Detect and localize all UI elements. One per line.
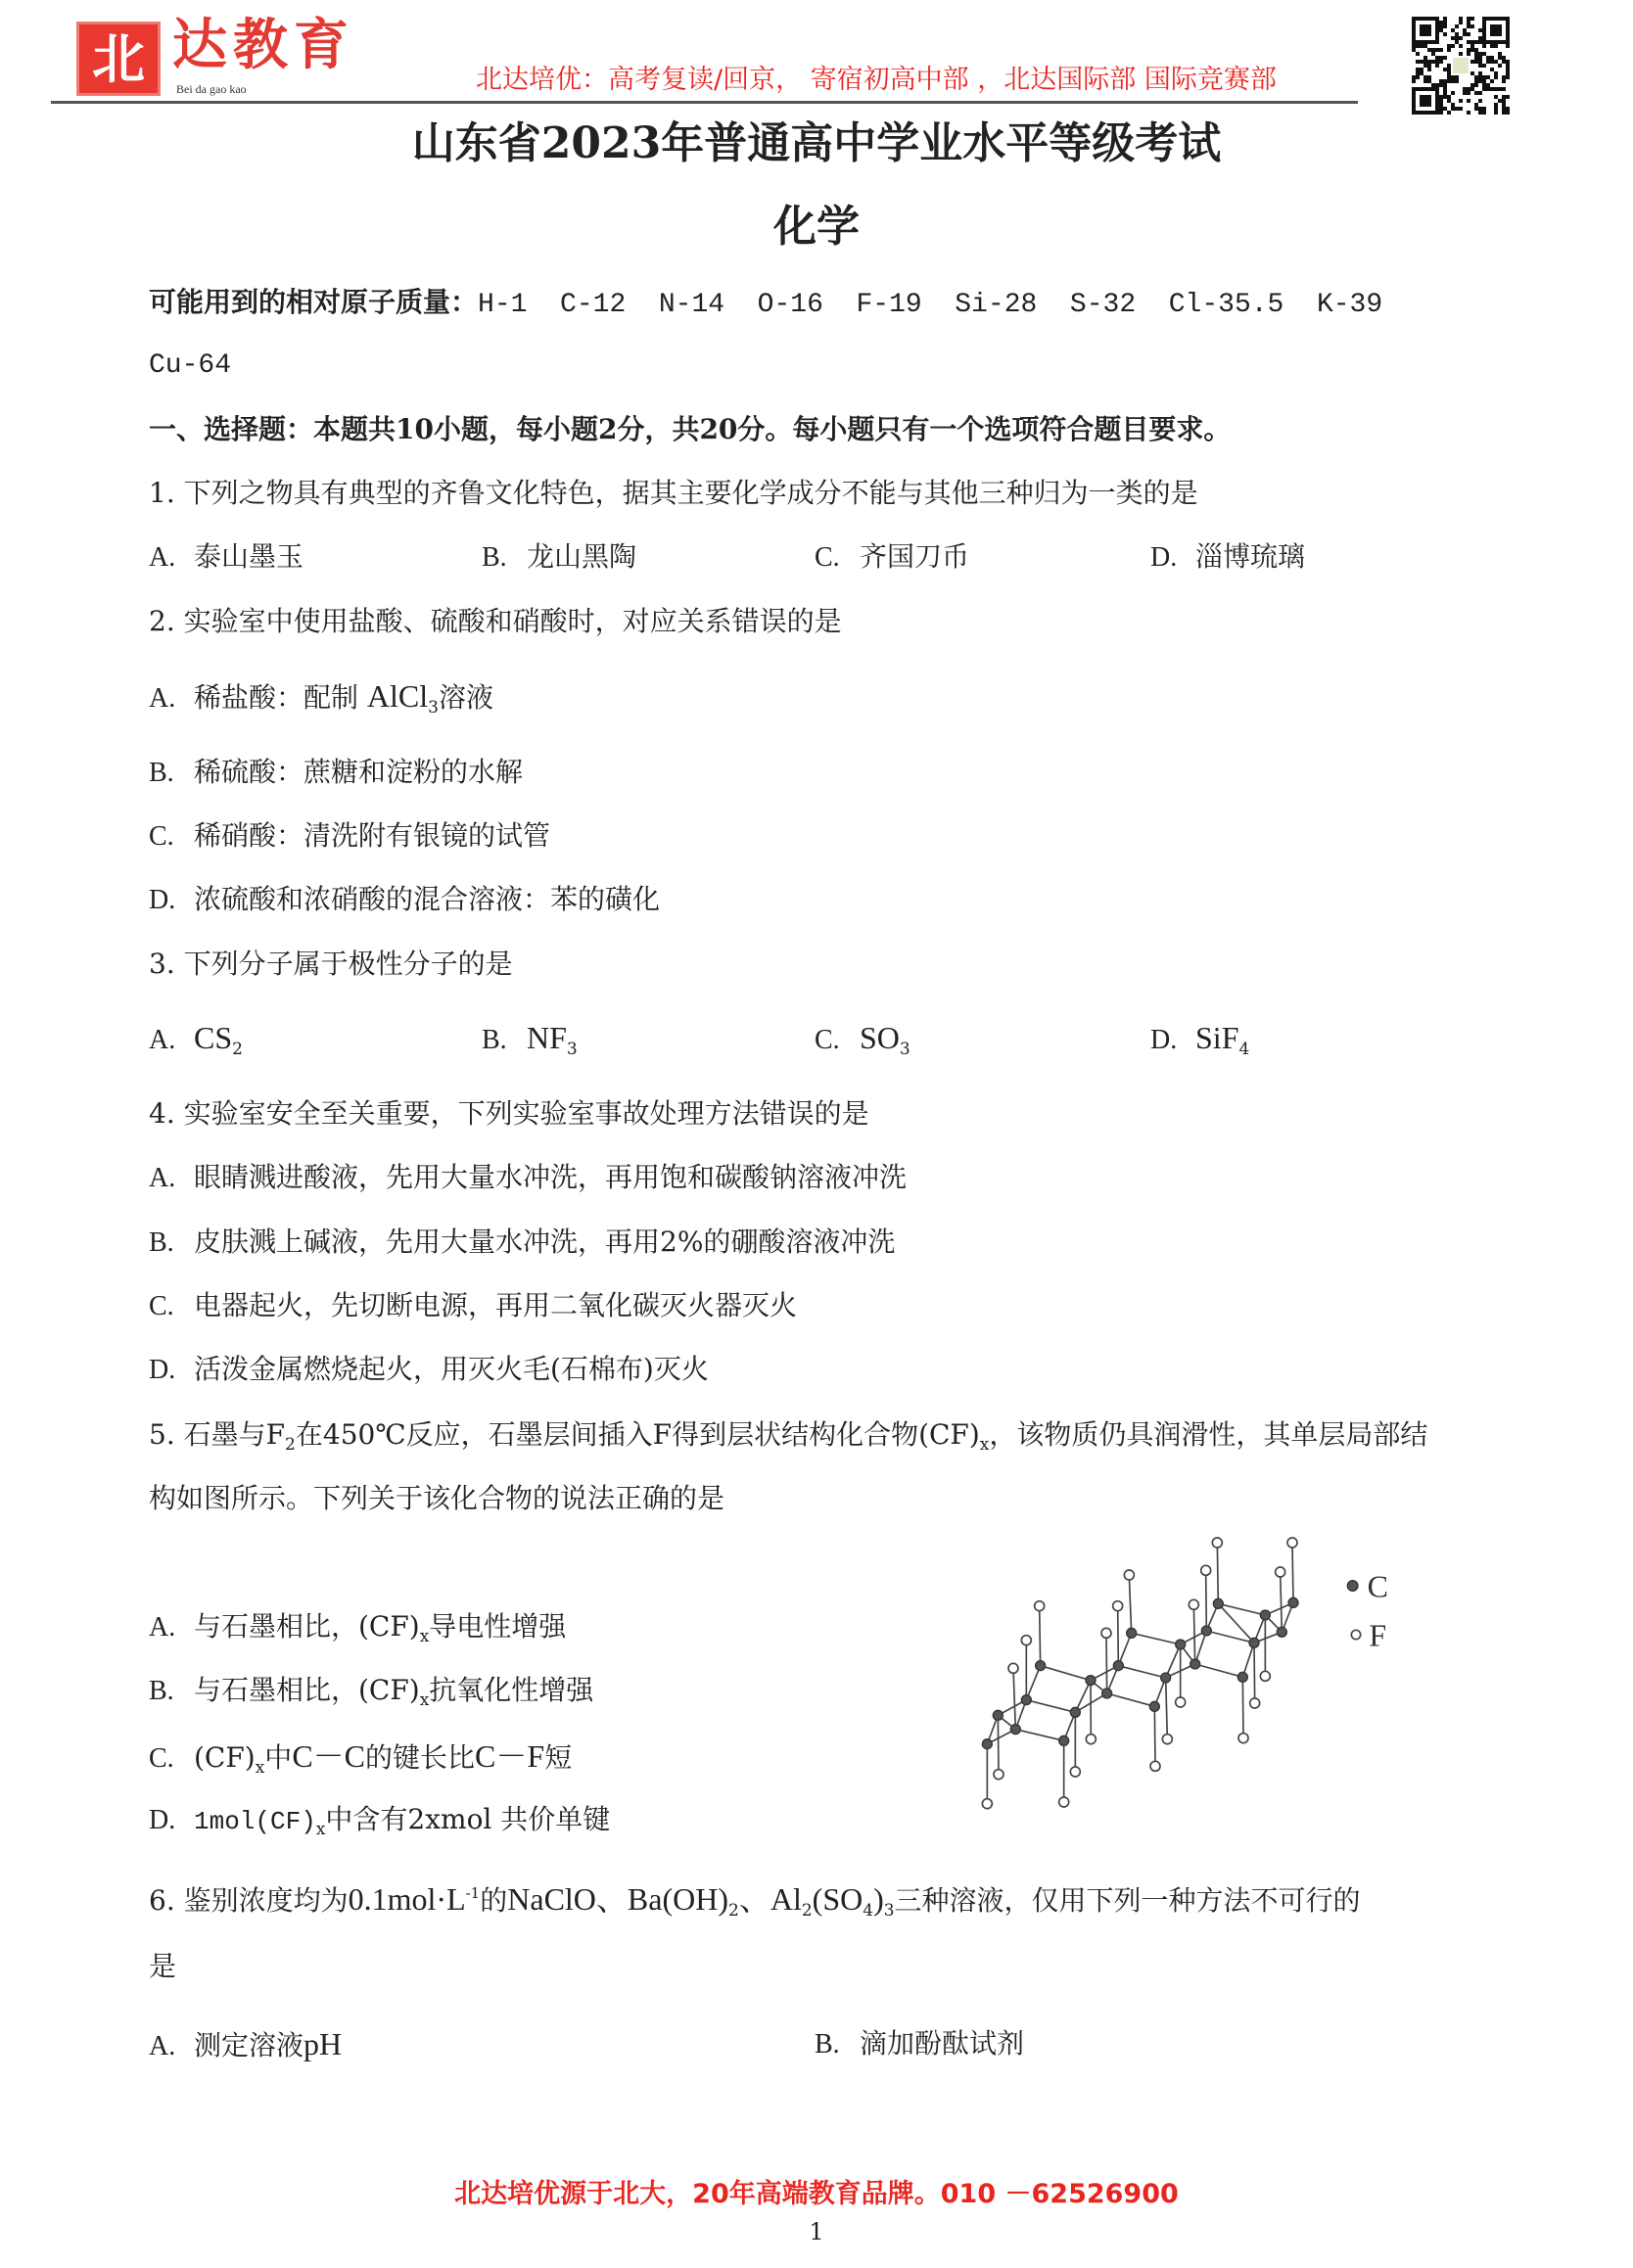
formula: 、Al (738, 1881, 802, 1917)
fluorine-atom (1113, 1601, 1123, 1611)
bond (1129, 1575, 1131, 1633)
option-text: 与石墨相比，(CF) (194, 1674, 420, 1706)
subscript: x (419, 1627, 430, 1646)
formula: NF (527, 1020, 567, 1055)
q4-option-a (149, 1160, 907, 1196)
option-label: B. (482, 542, 507, 573)
option-text: 泰山墨玉 (194, 540, 304, 573)
question-2-stem: 2. 实验室中使用盐酸、硫酸和硝酸时，对应关系错误的是 (149, 605, 842, 637)
option-label: B. (482, 1025, 507, 1055)
option-label: D. (149, 1805, 176, 1835)
atomic-mass-label: 可能用到的相对原子质量： (149, 286, 479, 318)
carbon-atom (1010, 1725, 1020, 1735)
carbon-atom (1113, 1661, 1123, 1671)
option-text: 的键长比 (365, 1741, 476, 1774)
bond (1281, 1572, 1283, 1632)
option-text: 活泼金属燃烧起火，用灭火毛(石棉布)灭火 (194, 1353, 709, 1385)
carbon-atom (1059, 1736, 1069, 1745)
section-heading: 一、选择题：本题共10小题，每小题2分，共20分。每小题只有一个选项符合题目要求。 (149, 413, 1232, 445)
option-text: 皮肤溅上碱液，先用大量水冲洗，再用2%的硼酸溶液冲洗 (194, 1226, 896, 1258)
option-label: D. (1150, 1025, 1178, 1055)
atomic-masses-cont: Cu-64 (149, 350, 232, 381)
option-text: 龙山黑陶 (527, 540, 637, 573)
option-text: 滴加酚酞试剂 (860, 2027, 1025, 2060)
q5-option-a (149, 1609, 566, 1654)
bond (1166, 1678, 1168, 1739)
fluorine-atom (1201, 1565, 1211, 1575)
question-5-stem-cont: 构如图所示。下列关于该化合物的说法正确的是 (149, 1482, 725, 1514)
bond (1041, 1666, 1091, 1681)
bond (1218, 1603, 1265, 1615)
subscript: x (315, 1820, 326, 1839)
option-text: (CF) (194, 1741, 256, 1774)
atomic-mass-values: H-1 C-12 N-14 O-16 F-19 Si-28 S-32 Cl-35.5 K-39 (478, 290, 1383, 320)
fluorine-atom (1124, 1570, 1134, 1580)
fluorine-atom (1008, 1663, 1018, 1673)
fluorine-atom (1189, 1599, 1198, 1609)
option-label: B. (149, 758, 174, 788)
cf-structure-diagram (959, 1517, 1429, 1830)
logo-subtitle: Bei da gao kao (176, 82, 247, 96)
q4-option-c (149, 1288, 797, 1324)
bond (1026, 1666, 1040, 1700)
fluorine-atom (1101, 1628, 1111, 1638)
fluorine-atom (1070, 1767, 1080, 1777)
carbon-atom (1213, 1598, 1223, 1608)
formula: (SO (812, 1881, 863, 1917)
fluorine-atom (1212, 1538, 1222, 1548)
carbon-atom (1176, 1640, 1186, 1649)
formula: C－F (475, 1738, 545, 1774)
carbon-atom (1149, 1701, 1159, 1711)
question-6-stem-cont: 是 (149, 1950, 177, 1982)
q2-option-d (149, 882, 660, 918)
option-label: C. (149, 821, 174, 852)
bond (1026, 1700, 1075, 1713)
option-text: 短 (544, 1741, 573, 1774)
stem-text: 的 (480, 1884, 508, 1917)
subscript: x (979, 1435, 990, 1455)
carbon-atom (982, 1739, 992, 1749)
stem-text: 5. 石墨与F (149, 1418, 286, 1451)
option-label: C. (149, 1743, 174, 1774)
logo-text: 达教育 (172, 13, 354, 77)
legend-fluorine-icon (1351, 1630, 1360, 1639)
atomic-masses (149, 285, 1382, 323)
q2-option-b (149, 755, 523, 791)
option-label: A. (149, 683, 176, 714)
question-6-stem (149, 1875, 1361, 1928)
option-text: 与石墨相比，(CF) (194, 1610, 420, 1643)
carbon-atom (1127, 1628, 1137, 1638)
q2-option-a (149, 678, 493, 725)
option-text: 眼睛溅进酸液，先用大量水冲洗，再用饱和碳酸钠溶液冲洗 (194, 1161, 908, 1193)
legend-carbon-icon (1347, 1581, 1358, 1592)
option-label: A. (149, 1612, 176, 1643)
option-label: A. (149, 542, 176, 573)
q5-option-d (149, 1802, 610, 1847)
bond (1242, 1677, 1243, 1737)
subscript: 2 (801, 1901, 813, 1921)
option-label: B. (815, 2029, 840, 2060)
bond (1107, 1693, 1155, 1706)
formula: pH (303, 2026, 343, 2061)
option-label: C. (815, 542, 840, 573)
option-label: D. (149, 885, 176, 915)
carbon-atom (993, 1710, 1003, 1720)
atoms (982, 1538, 1298, 1809)
footer-slogan: 北达培优源于北大，20年高端教育品牌。010 －62526900 (454, 2179, 1179, 2209)
option-label: A. (149, 1163, 176, 1193)
option-text: 中含有2xmol 共价单键 (325, 1803, 611, 1835)
question-3-stem: 3. 下列分子属于极性分子的是 (149, 948, 513, 980)
option-text: 中 (264, 1741, 293, 1774)
legend-carbon-label: C (1367, 1568, 1389, 1604)
carbon-atom (1086, 1676, 1096, 1686)
fluorine-atom (994, 1770, 1003, 1780)
q2-option-c (149, 818, 550, 855)
stem-text: 在450℃反应，石墨层间插入F得到层状结构化合物(CF) (295, 1418, 980, 1451)
option-text: 稀盐酸：配制 (194, 681, 359, 714)
fluorine-atom (1238, 1734, 1248, 1743)
stem-text: ，该物质仍具润滑性，其单层局部结 (989, 1418, 1428, 1451)
fluorine-atom (1287, 1538, 1297, 1548)
formula: 0.1mol·L (348, 1881, 466, 1917)
option-label: D. (1150, 542, 1178, 573)
carbon-atom (1021, 1695, 1031, 1705)
bond (1193, 1604, 1194, 1664)
fluorine-atom (1150, 1761, 1160, 1771)
formula: CS (194, 1020, 233, 1055)
subscript: 3 (883, 1901, 895, 1921)
fluorine-atom (1021, 1636, 1031, 1645)
stem-text: 6. 鉴别浓度均为 (149, 1884, 349, 1917)
bond (1118, 1606, 1119, 1666)
stem-text: 三种溶液，仅用下列一种方法不可行的 (894, 1884, 1361, 1917)
q1-option-b (482, 539, 636, 576)
option-text: 淄博琉璃 (1195, 540, 1306, 573)
subscript: 2 (285, 1435, 296, 1455)
fluorine-atom (1250, 1698, 1260, 1708)
q3-option-a (149, 1020, 243, 1067)
option-text: 齐国刀币 (860, 540, 970, 573)
bond (1118, 1666, 1165, 1678)
fluorine-atom (1162, 1735, 1172, 1744)
qr-code-icon (1407, 17, 1515, 115)
option-text: 浓硫酸和浓硝酸的混合溶液：苯的磺化 (194, 883, 661, 915)
subscript: 2 (232, 1040, 243, 1059)
carbon-atom (1288, 1597, 1298, 1607)
option-label: A. (149, 1025, 176, 1055)
formula: NaClO、Ba(OH) (507, 1881, 728, 1917)
bond (1013, 1668, 1015, 1729)
page-number: 1 (809, 2218, 824, 2245)
subscript: x (255, 1758, 265, 1778)
bond (1154, 1706, 1155, 1766)
carbon-atom (1260, 1610, 1270, 1620)
option-text: 抗氧化性增强 (429, 1674, 594, 1706)
bond (1015, 1730, 1063, 1741)
bonds (987, 1543, 1293, 1804)
carbon-atom (1036, 1661, 1046, 1671)
option-label: A. (149, 2031, 176, 2061)
option-text: 稀硝酸：清洗附有银镜的试管 (194, 819, 551, 852)
q3-option-d (1150, 1020, 1249, 1067)
formula: ) (873, 1881, 884, 1917)
subscript: 4 (1238, 1040, 1250, 1059)
option-label: C. (149, 1291, 174, 1321)
option-text: 测定溶液 (194, 2029, 304, 2061)
carbon-atom (1249, 1638, 1259, 1647)
carbon-atom (1201, 1626, 1211, 1636)
fluorine-atom (1086, 1735, 1096, 1744)
header-slogan: 北达培优：高考复读/回京， 寄宿初高中部 ，北达国际部 国际竞赛部 (476, 65, 1277, 95)
question-4-stem: 4. 实验室安全至关重要，下列实验室事故处理方法错误的是 (149, 1097, 869, 1130)
legend-fluorine-label: F (1369, 1617, 1387, 1653)
subscript: 4 (863, 1901, 874, 1921)
option-label: B. (149, 1676, 174, 1706)
subscript: 3 (899, 1040, 910, 1059)
option-label: C. (815, 1025, 840, 1055)
fluorine-atom (1176, 1697, 1186, 1707)
bond (1218, 1603, 1254, 1643)
option-text: 稀硫酸：蔗糖和淀粉的水解 (194, 756, 524, 788)
formula: AlCl (366, 678, 429, 714)
subscript: 2 (728, 1901, 739, 1921)
carbon-atom (1277, 1627, 1286, 1637)
subscript: 3 (566, 1040, 578, 1059)
bond (1106, 1633, 1107, 1693)
bond (1132, 1633, 1181, 1644)
bond (1217, 1543, 1218, 1603)
option-label: D. (149, 1355, 176, 1385)
bond (998, 1715, 999, 1774)
fluorine-atom (1059, 1797, 1069, 1807)
bond (1040, 1606, 1041, 1666)
option-text: 导电性增强 (429, 1610, 567, 1643)
fluorine-atom (1276, 1567, 1285, 1577)
fluorine-atom (982, 1799, 992, 1809)
carbon-atom (1070, 1707, 1080, 1717)
q1-option-d (1150, 539, 1305, 576)
q3-option-b (482, 1020, 578, 1067)
q6-option-a (149, 2026, 342, 2064)
fluorine-atom (1260, 1671, 1270, 1681)
q1-option-a (149, 539, 303, 576)
carbon-atom (1161, 1673, 1171, 1683)
formula: C－C (292, 1738, 366, 1774)
fluorine-atom (1035, 1601, 1045, 1611)
carbon-atom (1102, 1689, 1112, 1698)
option-label: B. (149, 1227, 174, 1258)
option-text: 溶液 (438, 681, 493, 714)
bond (1195, 1664, 1243, 1677)
subscript: 3 (428, 698, 439, 717)
q1-option-c (815, 539, 969, 576)
q4-option-d (149, 1352, 709, 1388)
bond (1254, 1643, 1255, 1703)
q5-option-c (149, 1738, 572, 1785)
question-5-stem (149, 1417, 1427, 1462)
header-divider (51, 101, 1358, 104)
bond (1292, 1543, 1293, 1602)
subject-title: 化学 (773, 202, 860, 252)
option-text: 1mol(CF) (194, 1807, 316, 1836)
q4-option-b (149, 1225, 895, 1261)
logo-mark: 北 (76, 22, 161, 96)
superscript: -1 (465, 1884, 481, 1902)
formula: SO (860, 1020, 900, 1055)
question-1-stem: 1. 下列之物具有典型的齐鲁文化特色，据其主要化学成分不能与其他三种归为一类的是 (149, 477, 1198, 509)
bond (1206, 1570, 1207, 1631)
carbon-atom (1190, 1659, 1200, 1669)
q3-option-c (815, 1020, 910, 1067)
option-text: 电器起火，先切断电源，再用二氧化碳灭火器灭火 (194, 1289, 798, 1321)
q6-option-b (815, 2026, 1024, 2062)
carbon-atom (1237, 1672, 1247, 1682)
subscript: x (419, 1690, 430, 1710)
q5-option-b (149, 1673, 593, 1718)
bond (1206, 1631, 1254, 1643)
exam-title: 山东省2023年普通高中学业水平等级考试 (411, 118, 1222, 168)
formula: SiF (1195, 1020, 1239, 1055)
